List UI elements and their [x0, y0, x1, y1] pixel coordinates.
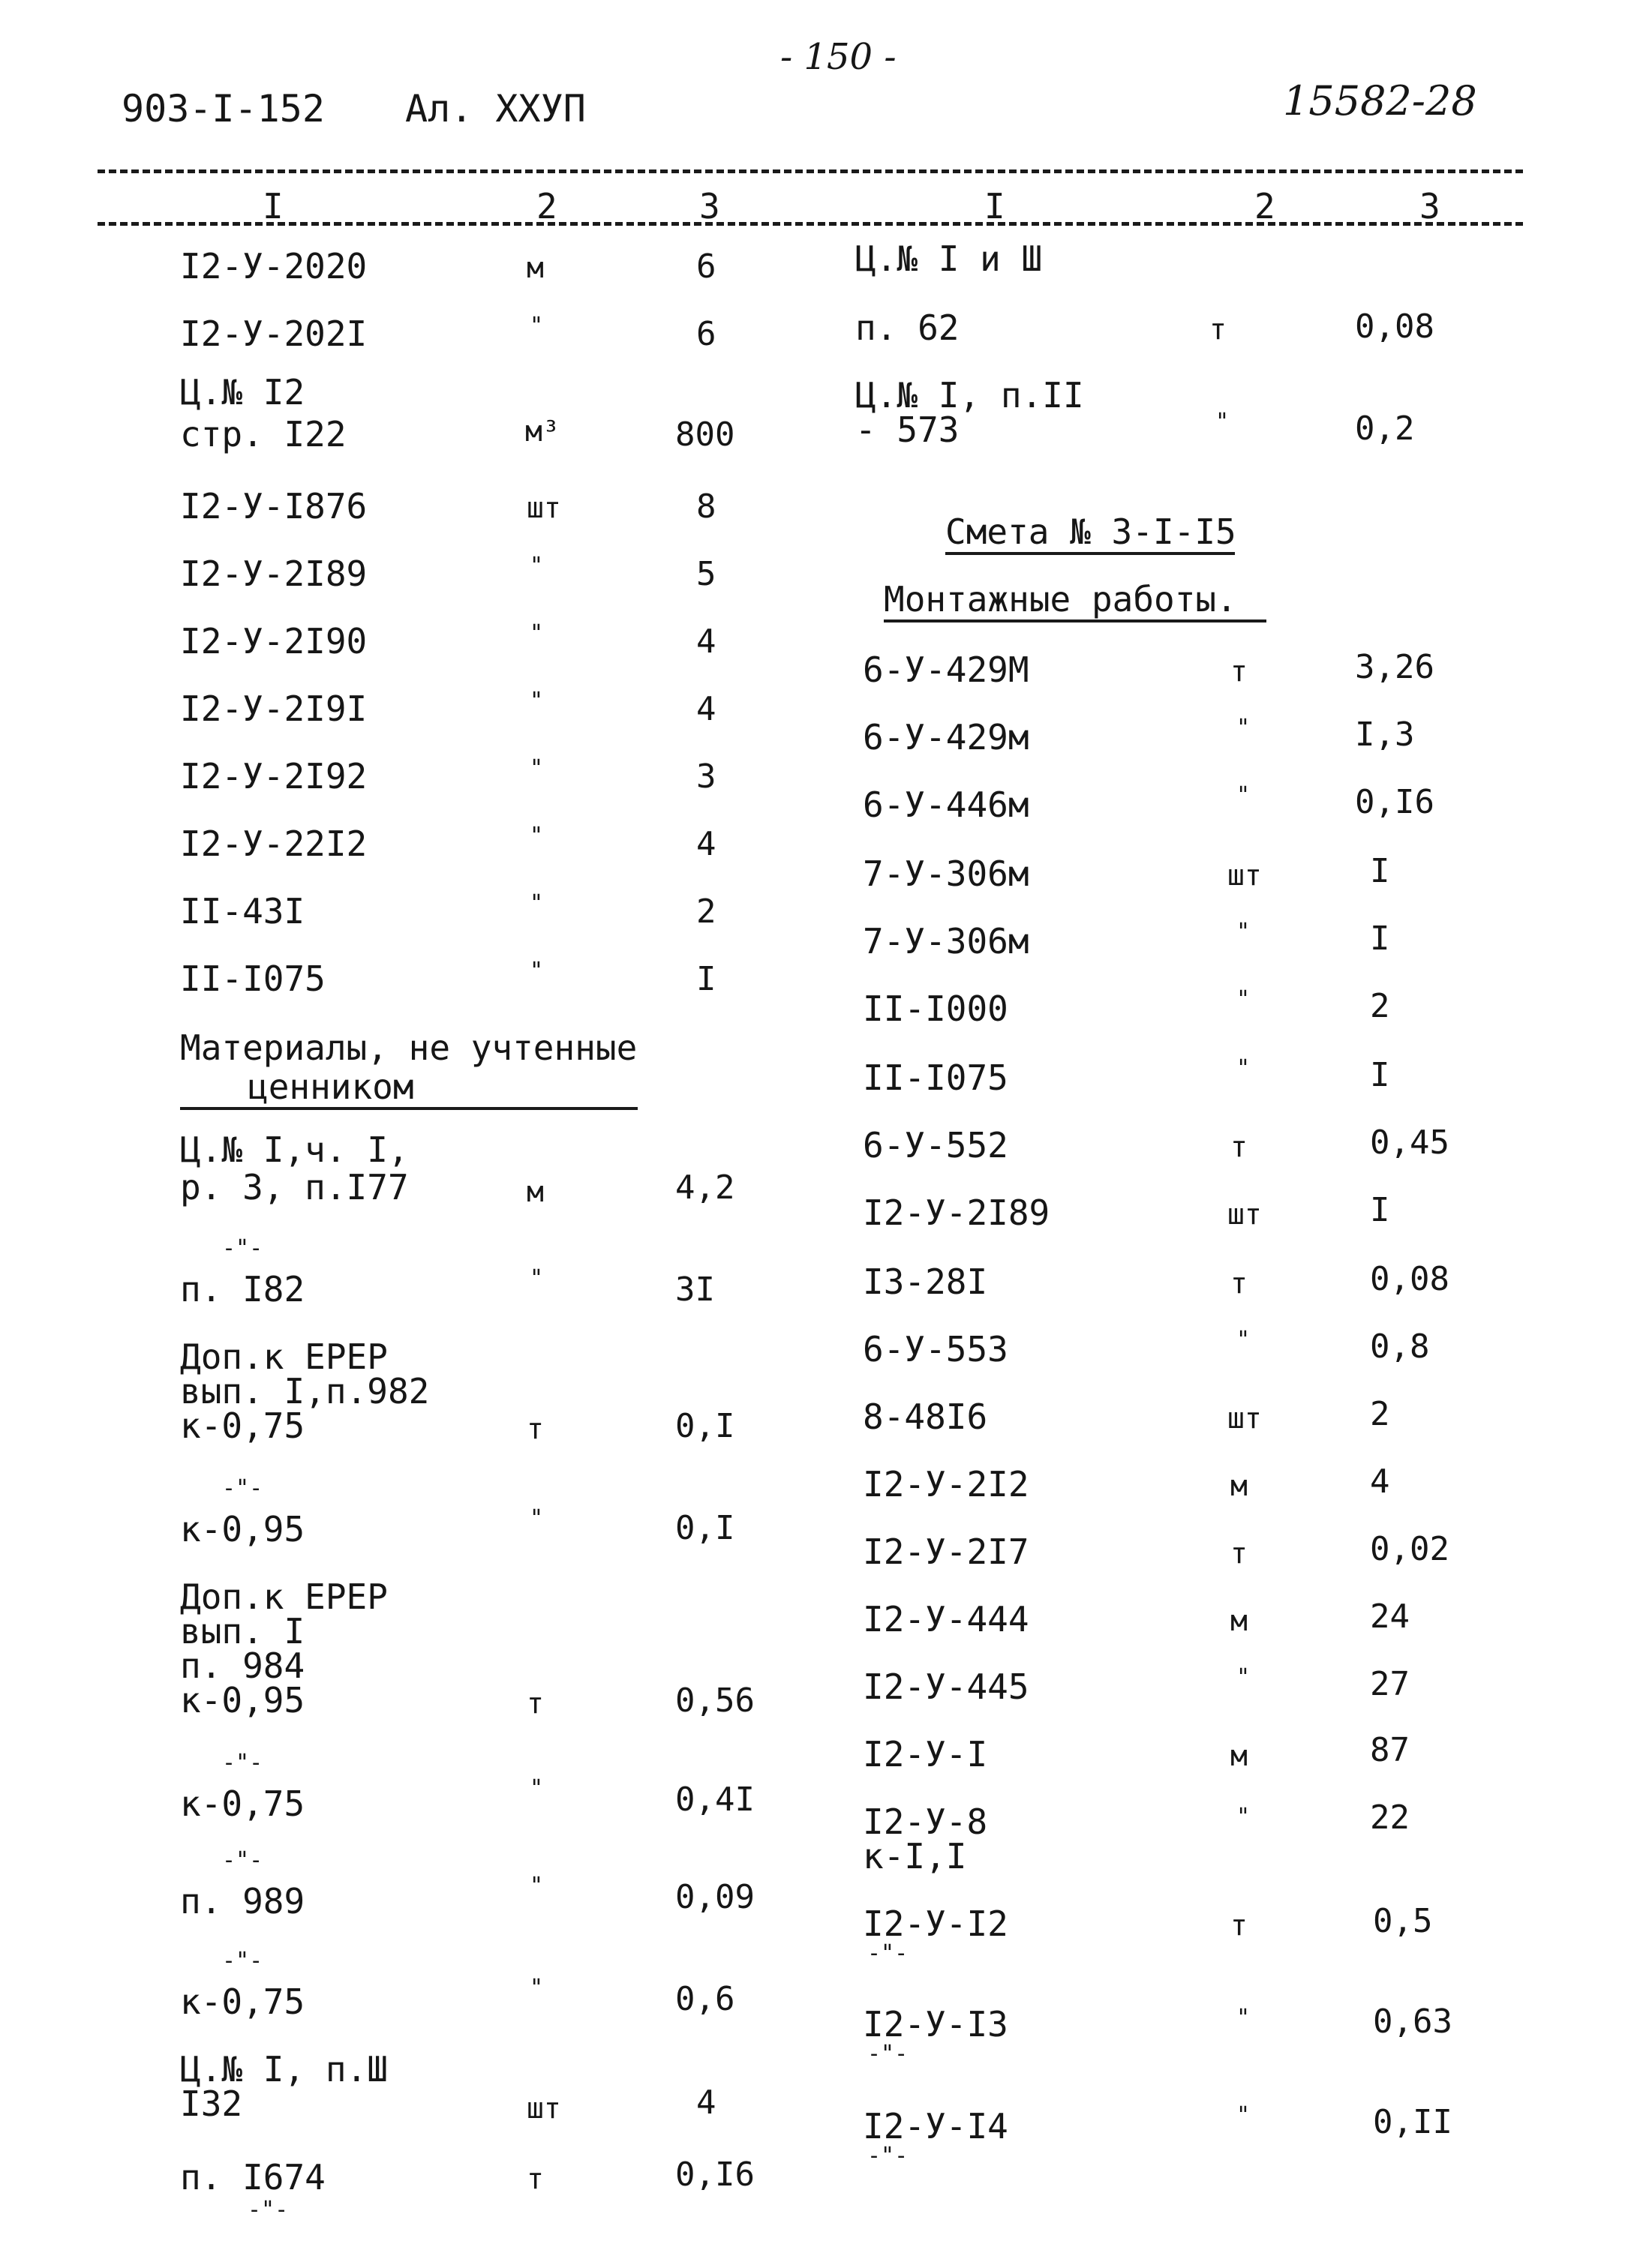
left-row-0-unit: м	[527, 251, 544, 284]
left-row-0-code: I2-У-2020	[180, 246, 368, 286]
mat-6-qty: 0,09	[675, 1878, 755, 1916]
right-row-18-code: I2-У-I2	[863, 1904, 1008, 1944]
mat-6-ditto: -"-	[222, 1847, 263, 1874]
left-row-3-code: I2-У-I876	[180, 486, 368, 526]
right-row-13-qty: 0,02	[1370, 1530, 1449, 1568]
mat-3-unit: "	[530, 1505, 544, 1532]
right-row-6-unit: "	[1236, 1055, 1251, 1082]
left-row-9-unit: "	[530, 890, 544, 916]
left-row-3-unit: шт	[527, 491, 561, 524]
col-header-right-3: 3	[1419, 186, 1440, 226]
left-row-4-qty: 5	[696, 555, 716, 593]
right-row-17-code: I2-У-8	[863, 1802, 988, 1842]
right-row-18-unit: т	[1230, 1909, 1248, 1942]
mat-2-unit: т	[527, 1412, 544, 1445]
right-row-20-ditto: -"-	[867, 2143, 909, 2169]
left-row-6-code: I2-У-2I9I	[180, 688, 368, 729]
mat-9-unit: т	[527, 2162, 544, 2195]
materials-heading-line2: ценником	[248, 1066, 414, 1107]
left-row-10-unit: "	[530, 958, 544, 984]
right-row-0-code: 6-У-429М	[863, 650, 1029, 690]
mat-6-code: п. 989	[180, 1881, 305, 1922]
right-top-0: Ц.№ I и Ш	[855, 238, 1043, 279]
right-row-2-unit: "	[1236, 782, 1251, 808]
right-row-20-code: I2-У-I4	[863, 2106, 1008, 2146]
mat-4-ref1: Доп.к ЕРЕР	[180, 1576, 388, 1617]
mat-6-unit: "	[530, 1873, 544, 1899]
mat-2-qty: 0,I	[675, 1407, 735, 1445]
left-row-8-qty: 4	[696, 825, 716, 863]
mat-1-code: п. I82	[180, 1269, 305, 1310]
right-row-11-code: 8-48I6	[863, 1396, 988, 1437]
mat-9-ditto: -"-	[248, 2197, 289, 2223]
materials-heading-underline	[180, 1107, 638, 1110]
right-row-12-unit: м	[1230, 1469, 1248, 1502]
right-row-17-coef: к-I,I	[863, 1836, 967, 1876]
right-row-18-ditto: -"-	[867, 1940, 909, 1966]
right-row-4-unit: "	[1236, 919, 1251, 945]
right-row-20-unit: "	[1236, 2102, 1251, 2128]
col-header-left-2: 2	[536, 186, 557, 226]
left-row-5-code: I2-У-2I90	[180, 621, 368, 662]
right-row-5-qty: 2	[1370, 987, 1390, 1025]
right-row-2-qty: 0,I6	[1355, 783, 1434, 821]
left-row-2-ref: Ц.№ I2	[180, 372, 305, 412]
left-row-8-unit: "	[530, 823, 544, 849]
project-code: 903-I-152	[122, 87, 325, 130]
right-row-3-unit: шт	[1227, 859, 1262, 892]
left-row-8-code: I2-У-22I2	[180, 824, 368, 864]
right-row-8-unit: шт	[1227, 1198, 1262, 1231]
right-row-16-unit: м	[1230, 1739, 1248, 1772]
mat-0-code: р. 3, п.I77	[180, 1167, 409, 1208]
right-row-16-code: I2-У-I	[863, 1734, 988, 1774]
right-row-14-code: I2-У-444	[863, 1599, 1029, 1640]
album-label: Ал. ХХУП	[405, 87, 586, 130]
right-row-17-unit: "	[1236, 1804, 1251, 1830]
right-row-11-qty: 2	[1370, 1395, 1390, 1433]
page-number: - 150 -	[780, 36, 897, 78]
mat-8-code: I32	[180, 2084, 243, 2124]
mat-5-ditto: -"-	[222, 1750, 263, 1776]
right-top-1-qty: 0,08	[1355, 308, 1434, 346]
right-row-9-qty: 0,08	[1370, 1260, 1449, 1298]
right-row-19-ditto: -"-	[867, 2041, 909, 2067]
left-row-9-code: II-43I	[180, 891, 305, 932]
mat-7-qty: 0,6	[675, 1980, 735, 2018]
right-top-1-code: п. 62	[855, 308, 960, 348]
right-row-3-code: 7-У-306м	[863, 854, 1029, 894]
right-top-2-unit: "	[1215, 409, 1230, 435]
right-row-8-qty: I	[1370, 1191, 1390, 1229]
left-row-2-code: стр. I22	[180, 414, 347, 454]
right-row-2-code: 6-У-446м	[863, 784, 1029, 825]
right-row-7-qty: 0,45	[1370, 1124, 1449, 1162]
left-row-9-qty: 2	[696, 892, 716, 931]
mat-9-code: п. I674	[180, 2157, 326, 2198]
mat-9-qty: 0,I6	[675, 2156, 755, 2194]
left-row-5-qty: 4	[696, 622, 716, 661]
right-row-10-unit: "	[1236, 1327, 1251, 1353]
mat-8-qty: 4	[696, 2084, 716, 2122]
right-row-20-qty: 0,II	[1373, 2103, 1452, 2141]
mat-4-qty: 0,56	[675, 1682, 755, 1720]
right-row-5-code: II-I000	[863, 988, 1008, 1029]
right-row-0-qty: 3,26	[1355, 648, 1434, 686]
mat-2-ref2: вып. I,п.982	[180, 1371, 430, 1412]
right-row-18-qty: 0,5	[1373, 1902, 1433, 1940]
right-row-4-code: 7-У-306м	[863, 921, 1029, 962]
mat-2-code: к-0,75	[180, 1406, 305, 1446]
right-top-2-code: - 573	[855, 410, 960, 450]
left-row-10-qty: I	[696, 960, 716, 998]
col-header-left-1: I	[263, 186, 284, 226]
right-row-10-qty: 0,8	[1370, 1328, 1430, 1366]
left-row-6-unit: "	[530, 688, 544, 714]
mat-5-unit: "	[530, 1775, 544, 1802]
materials-heading-line1: Материалы, не учтенные	[180, 1028, 638, 1068]
right-row-14-qty: 24	[1370, 1598, 1410, 1636]
mat-5-qty: 0,4I	[675, 1780, 755, 1819]
right-row-10-code: 6-У-553	[863, 1329, 1008, 1370]
mat-1-unit: "	[530, 1265, 544, 1292]
document-number: 15582-28	[1283, 77, 1477, 124]
mat-3-qty: 0,I	[675, 1509, 735, 1547]
right-row-16-qty: 87	[1370, 1731, 1410, 1769]
mat-4-ref2: вып. I	[180, 1611, 305, 1652]
left-row-7-qty: 3	[696, 758, 716, 796]
right-row-9-code: I3-28I	[863, 1262, 988, 1302]
right-row-11-unit: шт	[1227, 1402, 1262, 1435]
right-row-17-qty: 22	[1370, 1798, 1410, 1837]
mat-3-code: к-0,95	[180, 1509, 305, 1550]
mat-4-unit: т	[527, 1687, 544, 1720]
right-row-1-unit: "	[1236, 715, 1251, 741]
right-top-2-ref: Ц.№ I, п.II	[855, 375, 1084, 416]
right-row-6-qty: I	[1370, 1056, 1390, 1094]
left-row-1-code: I2-У-202I	[180, 314, 368, 354]
mat-5-code: к-0,75	[180, 1784, 305, 1824]
right-row-5-unit: "	[1236, 986, 1251, 1012]
smeta-title: Смета № 3-I-I5	[945, 512, 1236, 552]
col-header-right-2: 2	[1254, 186, 1275, 226]
right-row-15-qty: 27	[1370, 1665, 1410, 1703]
left-row-5-unit: "	[530, 620, 544, 646]
right-top-2-qty: 0,2	[1355, 410, 1415, 448]
right-row-7-code: 6-У-552	[863, 1125, 1008, 1166]
col-header-right-1: I	[984, 186, 1005, 226]
right-row-12-qty: 4	[1370, 1462, 1390, 1501]
left-row-2-qty: 800	[675, 416, 735, 454]
left-row-2-unit: м³	[525, 415, 560, 448]
mat-7-ditto: -"-	[222, 1948, 263, 1974]
right-top-1-unit: т	[1209, 313, 1227, 346]
col-header-left-3: 3	[699, 186, 720, 226]
right-row-4-qty: I	[1370, 920, 1390, 958]
left-row-10-code: II-I075	[180, 958, 326, 999]
right-row-1-code: 6-У-429м	[863, 717, 1029, 758]
left-row-6-qty: 4	[696, 690, 716, 728]
mat-1-qty: 3I	[675, 1270, 715, 1309]
left-row-4-unit: "	[530, 553, 544, 579]
mat-0-qty: 4,2	[675, 1168, 735, 1207]
right-row-19-code: I2-У-I3	[863, 2004, 1008, 2044]
left-row-4-code: I2-У-2I89	[180, 554, 368, 594]
left-row-1-qty: 6	[696, 315, 716, 353]
smeta-subtitle-underline	[884, 620, 1266, 622]
left-row-7-code: I2-У-2I92	[180, 756, 368, 796]
right-row-19-unit: "	[1236, 2005, 1251, 2031]
mat-8-ref: Ц.№ I, п.Ш	[180, 2049, 388, 2090]
mat-0-ref: Ц.№ I,ч. I,	[180, 1130, 409, 1170]
mat-4-code: к-0,95	[180, 1680, 305, 1720]
right-row-13-unit: т	[1230, 1537, 1248, 1570]
right-row-19-qty: 0,63	[1373, 2002, 1452, 2041]
mat-7-code: к-0,75	[180, 1982, 305, 2022]
mat-2-ref1: Доп.к ЕРЕР	[180, 1336, 388, 1377]
smeta-subtitle: Монтажные работы.	[884, 579, 1237, 620]
header-rule-top	[98, 170, 1523, 173]
right-row-15-unit: "	[1236, 1664, 1251, 1690]
mat-0-unit: м	[527, 1175, 544, 1208]
left-row-7-unit: "	[530, 755, 544, 782]
mat-1-ditto: -"-	[222, 1235, 263, 1262]
mat-8-unit: шт	[527, 2092, 561, 2125]
right-row-14-unit: м	[1230, 1604, 1248, 1637]
right-row-7-unit: т	[1230, 1130, 1248, 1163]
right-row-13-code: I2-У-2I7	[863, 1532, 1029, 1572]
left-row-0-qty: 6	[696, 248, 716, 286]
header-rule-bottom	[98, 222, 1523, 226]
right-row-8-code: I2-У-2I89	[863, 1192, 1050, 1233]
left-row-1-unit: "	[530, 313, 544, 339]
right-row-9-unit: т	[1230, 1267, 1248, 1300]
smeta-title-underline	[945, 552, 1235, 555]
mat-4-ref3: п. 984	[180, 1646, 305, 1686]
mat-7-unit: "	[530, 1975, 544, 2001]
left-row-3-qty: 8	[696, 488, 716, 526]
right-row-15-code: I2-У-445	[863, 1666, 1029, 1707]
right-row-12-code: I2-У-2I2	[863, 1464, 1029, 1504]
right-row-6-code: II-I075	[863, 1058, 1008, 1098]
right-row-3-qty: I	[1370, 852, 1390, 890]
right-row-0-unit: т	[1230, 655, 1248, 688]
mat-3-ditto: -"-	[222, 1475, 263, 1502]
right-row-1-qty: I,3	[1355, 716, 1415, 754]
